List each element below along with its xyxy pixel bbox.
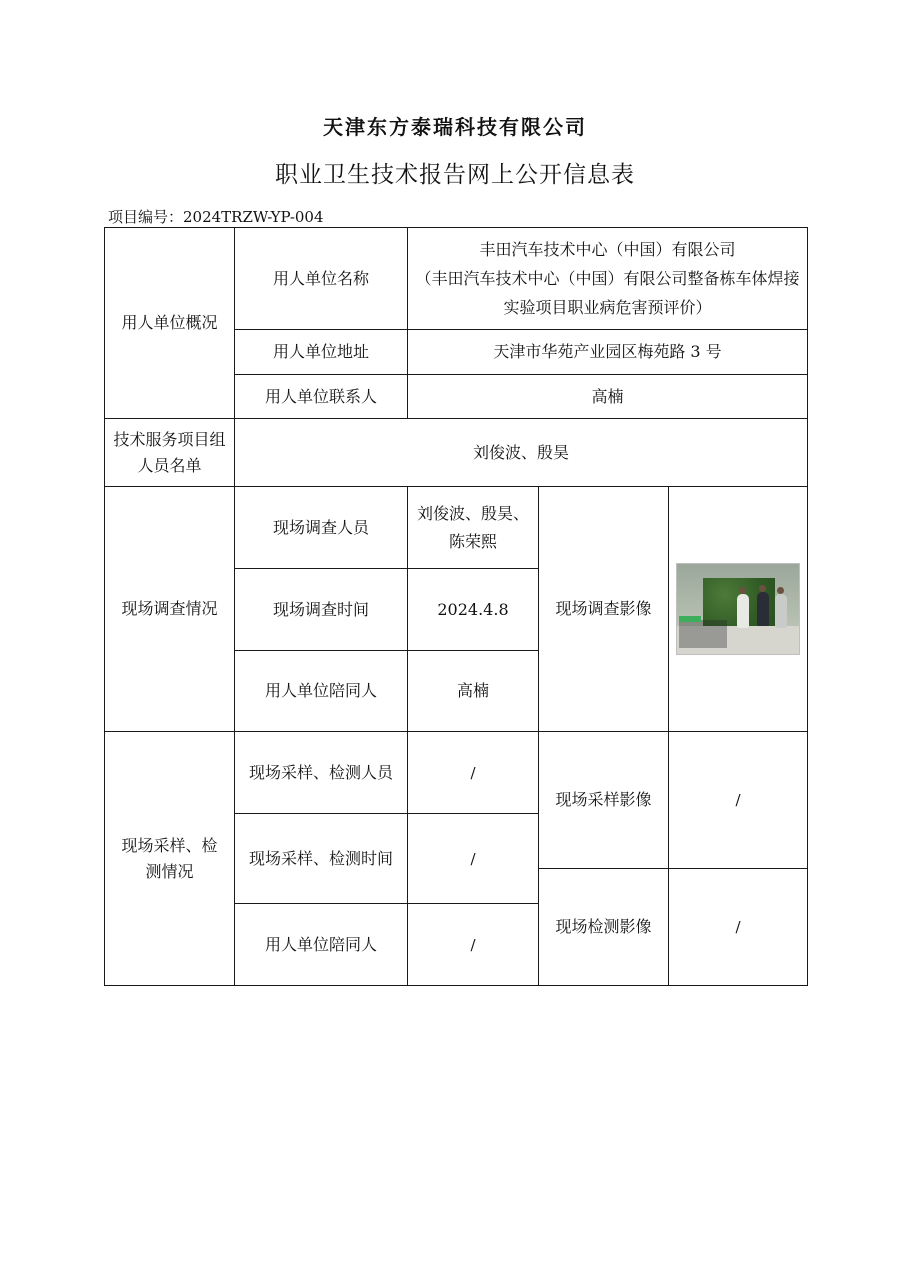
service-team-label: 技术服务项目组人员名单 xyxy=(105,419,235,487)
detection-image-value: / xyxy=(669,869,808,986)
survey-image-label: 现场调查影像 xyxy=(539,487,669,732)
document-title: 职业卫生技术报告网上公开信息表 xyxy=(275,162,635,188)
photo-watermark-tag xyxy=(679,616,701,622)
table-row xyxy=(105,419,808,487)
sampling-time-value: / xyxy=(408,814,539,904)
site-survey-label: 现场调查情况 xyxy=(105,487,235,732)
survey-time-label: 现场调查时间 xyxy=(235,569,408,651)
photo-person xyxy=(737,594,749,628)
employer-overview-label: 用人单位概况 xyxy=(105,228,235,419)
employer-name-value xyxy=(408,228,808,330)
service-team-value: 刘俊波、殷昊 xyxy=(235,419,808,487)
sampling-staff-label: 现场采样、检测人员 xyxy=(235,732,408,814)
survey-time-value: 2024.4.8 xyxy=(408,569,539,651)
sampling-escort-label: 用人单位陪同人 xyxy=(235,904,408,986)
photo-person xyxy=(775,594,787,628)
survey-image-cell xyxy=(669,487,808,732)
site-survey-photo xyxy=(676,563,800,655)
employer-name-line1: 丰田汽车技术中心（中国）有限公司 xyxy=(479,240,736,259)
employer-name-label: 用人单位名称 xyxy=(235,228,408,330)
employer-name-line2: （丰田汽车技术中心（中国）有限公司整备栋车体焊接实验项目职业病危害预评价） xyxy=(415,269,800,317)
table-row xyxy=(105,732,808,814)
table-row xyxy=(105,487,808,569)
project-number: 项目编号：2024TRZW-YP-004 xyxy=(108,208,324,226)
employer-contact-value: 高楠 xyxy=(408,375,808,419)
detection-image-label: 现场检测影像 xyxy=(539,869,669,986)
survey-staff-label: 现场调查人员 xyxy=(235,487,408,569)
table-row xyxy=(105,228,808,330)
info-table xyxy=(104,227,808,986)
photo-watermark xyxy=(679,620,727,648)
photo-person-head xyxy=(759,585,766,592)
employer-contact-label: 用人单位联系人 xyxy=(235,375,408,419)
sampling-section-label: 现场采样、检测情况 xyxy=(105,732,235,986)
sampling-time-label: 现场采样、检测时间 xyxy=(235,814,408,904)
survey-staff-value: 刘俊波、殷昊、陈荣熙 xyxy=(408,487,539,569)
photo-person-head xyxy=(739,587,746,594)
photo-person-head xyxy=(777,587,784,594)
employer-address-value: 天津市华苑产业园区梅苑路 3 号 xyxy=(408,330,808,375)
sampling-image-value: / xyxy=(669,732,808,869)
sampling-staff-value: / xyxy=(408,732,539,814)
sampling-escort-value: / xyxy=(408,904,539,986)
sampling-image-label: 现场采样影像 xyxy=(539,732,669,869)
employer-address-label: 用人单位地址 xyxy=(235,330,408,375)
survey-escort-value: 高楠 xyxy=(408,651,539,732)
company-name: 天津东方泰瑞科技有限公司 xyxy=(323,115,587,139)
survey-escort-label: 用人单位陪同人 xyxy=(235,651,408,732)
photo-person xyxy=(757,592,769,626)
